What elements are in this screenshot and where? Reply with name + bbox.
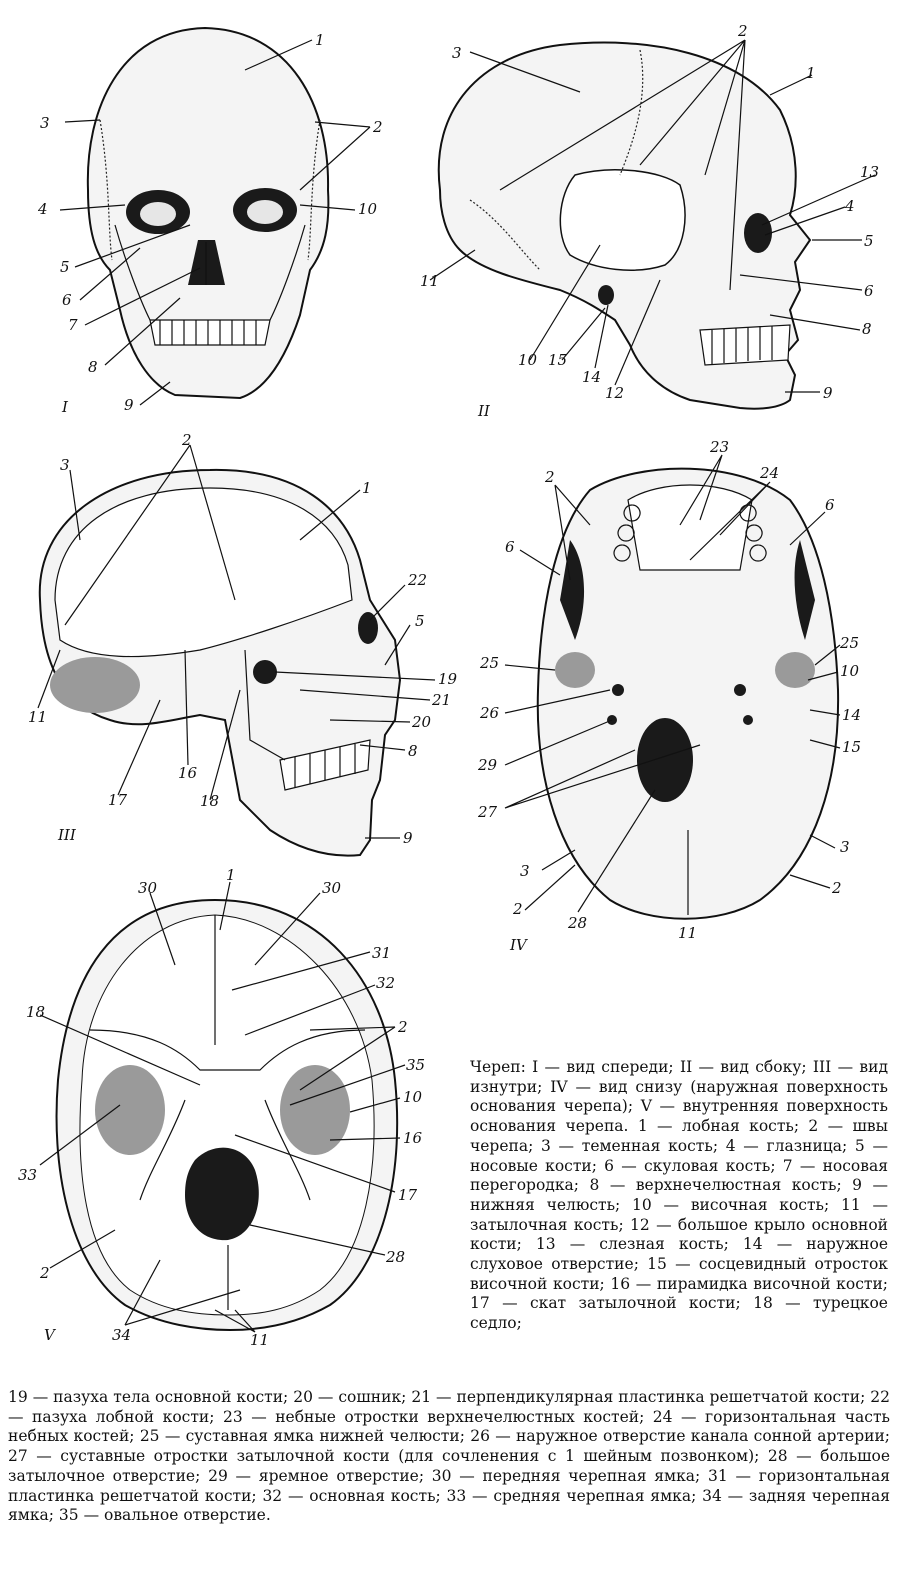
sphenoid-sinus [253,660,277,684]
label-18: 18 [26,1003,46,1021]
label-28: 28 [568,914,588,932]
label-6: 6 [62,291,72,309]
label-2: 2 [182,431,192,449]
label-30: 30 [322,879,342,897]
label-6: 6 [505,538,515,556]
label-29: 29 [478,756,498,774]
caption-part-2: 19 — пазуха тела основной кости; 20 — сошник; 21 — перпендикулярная пластинка решетчатой кости; 22 — пазуха лобной кости; 23 — небные отростки верхнечелюстных костей; 24 — горизонтальная часть небных костей; 25 — суставная ямка нижней челюсти; 26 — наружное отверстие канала сонной артерии; 27 — суставные отростки затылочной кости (для сочленения с 1 шейным позвонком); 28 — большое затылочное отверстие; 29 — яремное отверстие; 30 — передняя черепная ямка; 31 — горизонтальная пластинка решетчатой кости; 32 — основная кость; 33 — средняя черепная ямка; 34 — задняя черепная ямка; 35 — овальное отверстие. [8,1388,890,1525]
label-11: 11 [28,708,48,726]
label-17: 17 [108,791,128,809]
label-35: 35 [406,1056,426,1074]
label-10: 10 [518,351,538,369]
label-31: 31 [372,944,392,962]
panel-numeral: IV [510,936,527,954]
label-9: 9 [403,829,413,847]
label-15: 15 [842,738,862,756]
label-8: 8 [88,358,98,376]
panel-numeral: I [62,398,68,416]
panel-front-view [37,28,383,416]
panel-numeral: III [58,826,76,844]
label-2: 2 [373,118,383,136]
label-10: 10 [403,1088,423,1106]
label-14: 14 [582,368,602,386]
label-13: 13 [860,163,880,181]
label-17: 17 [398,1186,418,1204]
foramen-magnum-exterior [637,718,693,802]
label-2: 2 [398,1018,408,1036]
label-11: 11 [420,272,440,290]
label-11: 11 [678,924,698,942]
label-1: 1 [806,64,816,82]
label-2: 2 [832,879,842,897]
label-5: 5 [864,232,874,250]
frontal-sinus [358,612,378,644]
panel-numeral: V [44,1326,55,1344]
label-3: 3 [40,114,50,132]
label-23: 23 [710,438,730,456]
label-8: 8 [862,320,872,338]
panel-side-view [420,22,879,420]
label-8: 8 [408,742,418,760]
label-2: 2 [738,22,748,40]
palate [628,485,752,570]
label-1: 1 [315,31,325,49]
temporal-fossa [560,170,685,270]
label-21: 21 [432,691,452,709]
label-24: 24 [760,464,780,482]
label-19: 19 [438,670,458,688]
caption-part-1: Череп: I — вид спереди; II — вид сбоку; III — вид изнутри; IV — вид снизу (наружная поверхность основания черепа); V — внутренняя поверхность основания черепа. 1 — лобная кость; 2 — швы черепа; 3 — теменная кость; 4 — глазница; 5 — носовые кости; 6 — скуловая кость; 7 — носовая перегородка; 8 — верхнечелюстная кость; 9 — нижняя челюсть; 10 — височная кость; 11 — затылочная кость; 12 — большое крыло основной кости; 13 — слезная кость; 14 — наружное слуховое отверстие; 15 — сосцевидный отросток височной кости; 16 — пирамидка височной кости; 17 — скат затылочной кости; 18 — турецкое седло; [470,1058,888,1333]
label-16: 16 [403,1129,423,1147]
label-2: 2 [40,1264,50,1282]
label-9: 9 [124,396,134,414]
label-4: 4 [845,197,855,215]
label-34: 34 [112,1326,132,1344]
label-25: 25 [480,654,500,672]
side-teeth [700,325,790,365]
label-12: 12 [605,384,625,402]
label-5: 5 [60,258,70,276]
label-10: 10 [358,200,378,218]
label-28: 28 [386,1248,406,1266]
label-6: 6 [825,496,835,514]
label-3: 3 [840,838,850,856]
label-3: 3 [60,456,70,474]
label-3: 3 [452,44,462,62]
foramen-magnum-interior [185,1148,259,1240]
label-32: 32 [376,974,396,992]
label-2: 2 [545,468,555,486]
label-10: 10 [840,662,860,680]
label-3: 3 [520,862,530,880]
panel-numeral: II [478,402,490,420]
panel-inside-view [28,431,458,856]
label-30: 30 [138,879,158,897]
label-22: 22 [408,571,428,589]
label-25: 25 [840,634,860,652]
label-9: 9 [823,384,833,402]
label-5: 5 [415,612,425,630]
orbit-side [744,213,772,253]
label-1: 1 [226,866,236,884]
label-18: 18 [200,792,220,810]
label-33: 33 [18,1166,38,1184]
label-16: 16 [178,764,198,782]
label-14: 14 [842,706,862,724]
label-27: 27 [478,803,498,821]
label-6: 6 [864,282,874,300]
panel-inner-base [18,866,425,1349]
label-2: 2 [513,900,523,918]
ear-opening [598,285,614,305]
label-26: 26 [480,704,500,722]
upper-teeth [150,320,270,345]
label-15: 15 [548,351,568,369]
label-4: 4 [38,200,48,218]
label-7: 7 [68,316,78,334]
label-20: 20 [412,713,432,731]
panel-bottom-view [477,438,861,954]
label-1: 1 [362,479,372,497]
label-11: 11 [250,1331,270,1349]
